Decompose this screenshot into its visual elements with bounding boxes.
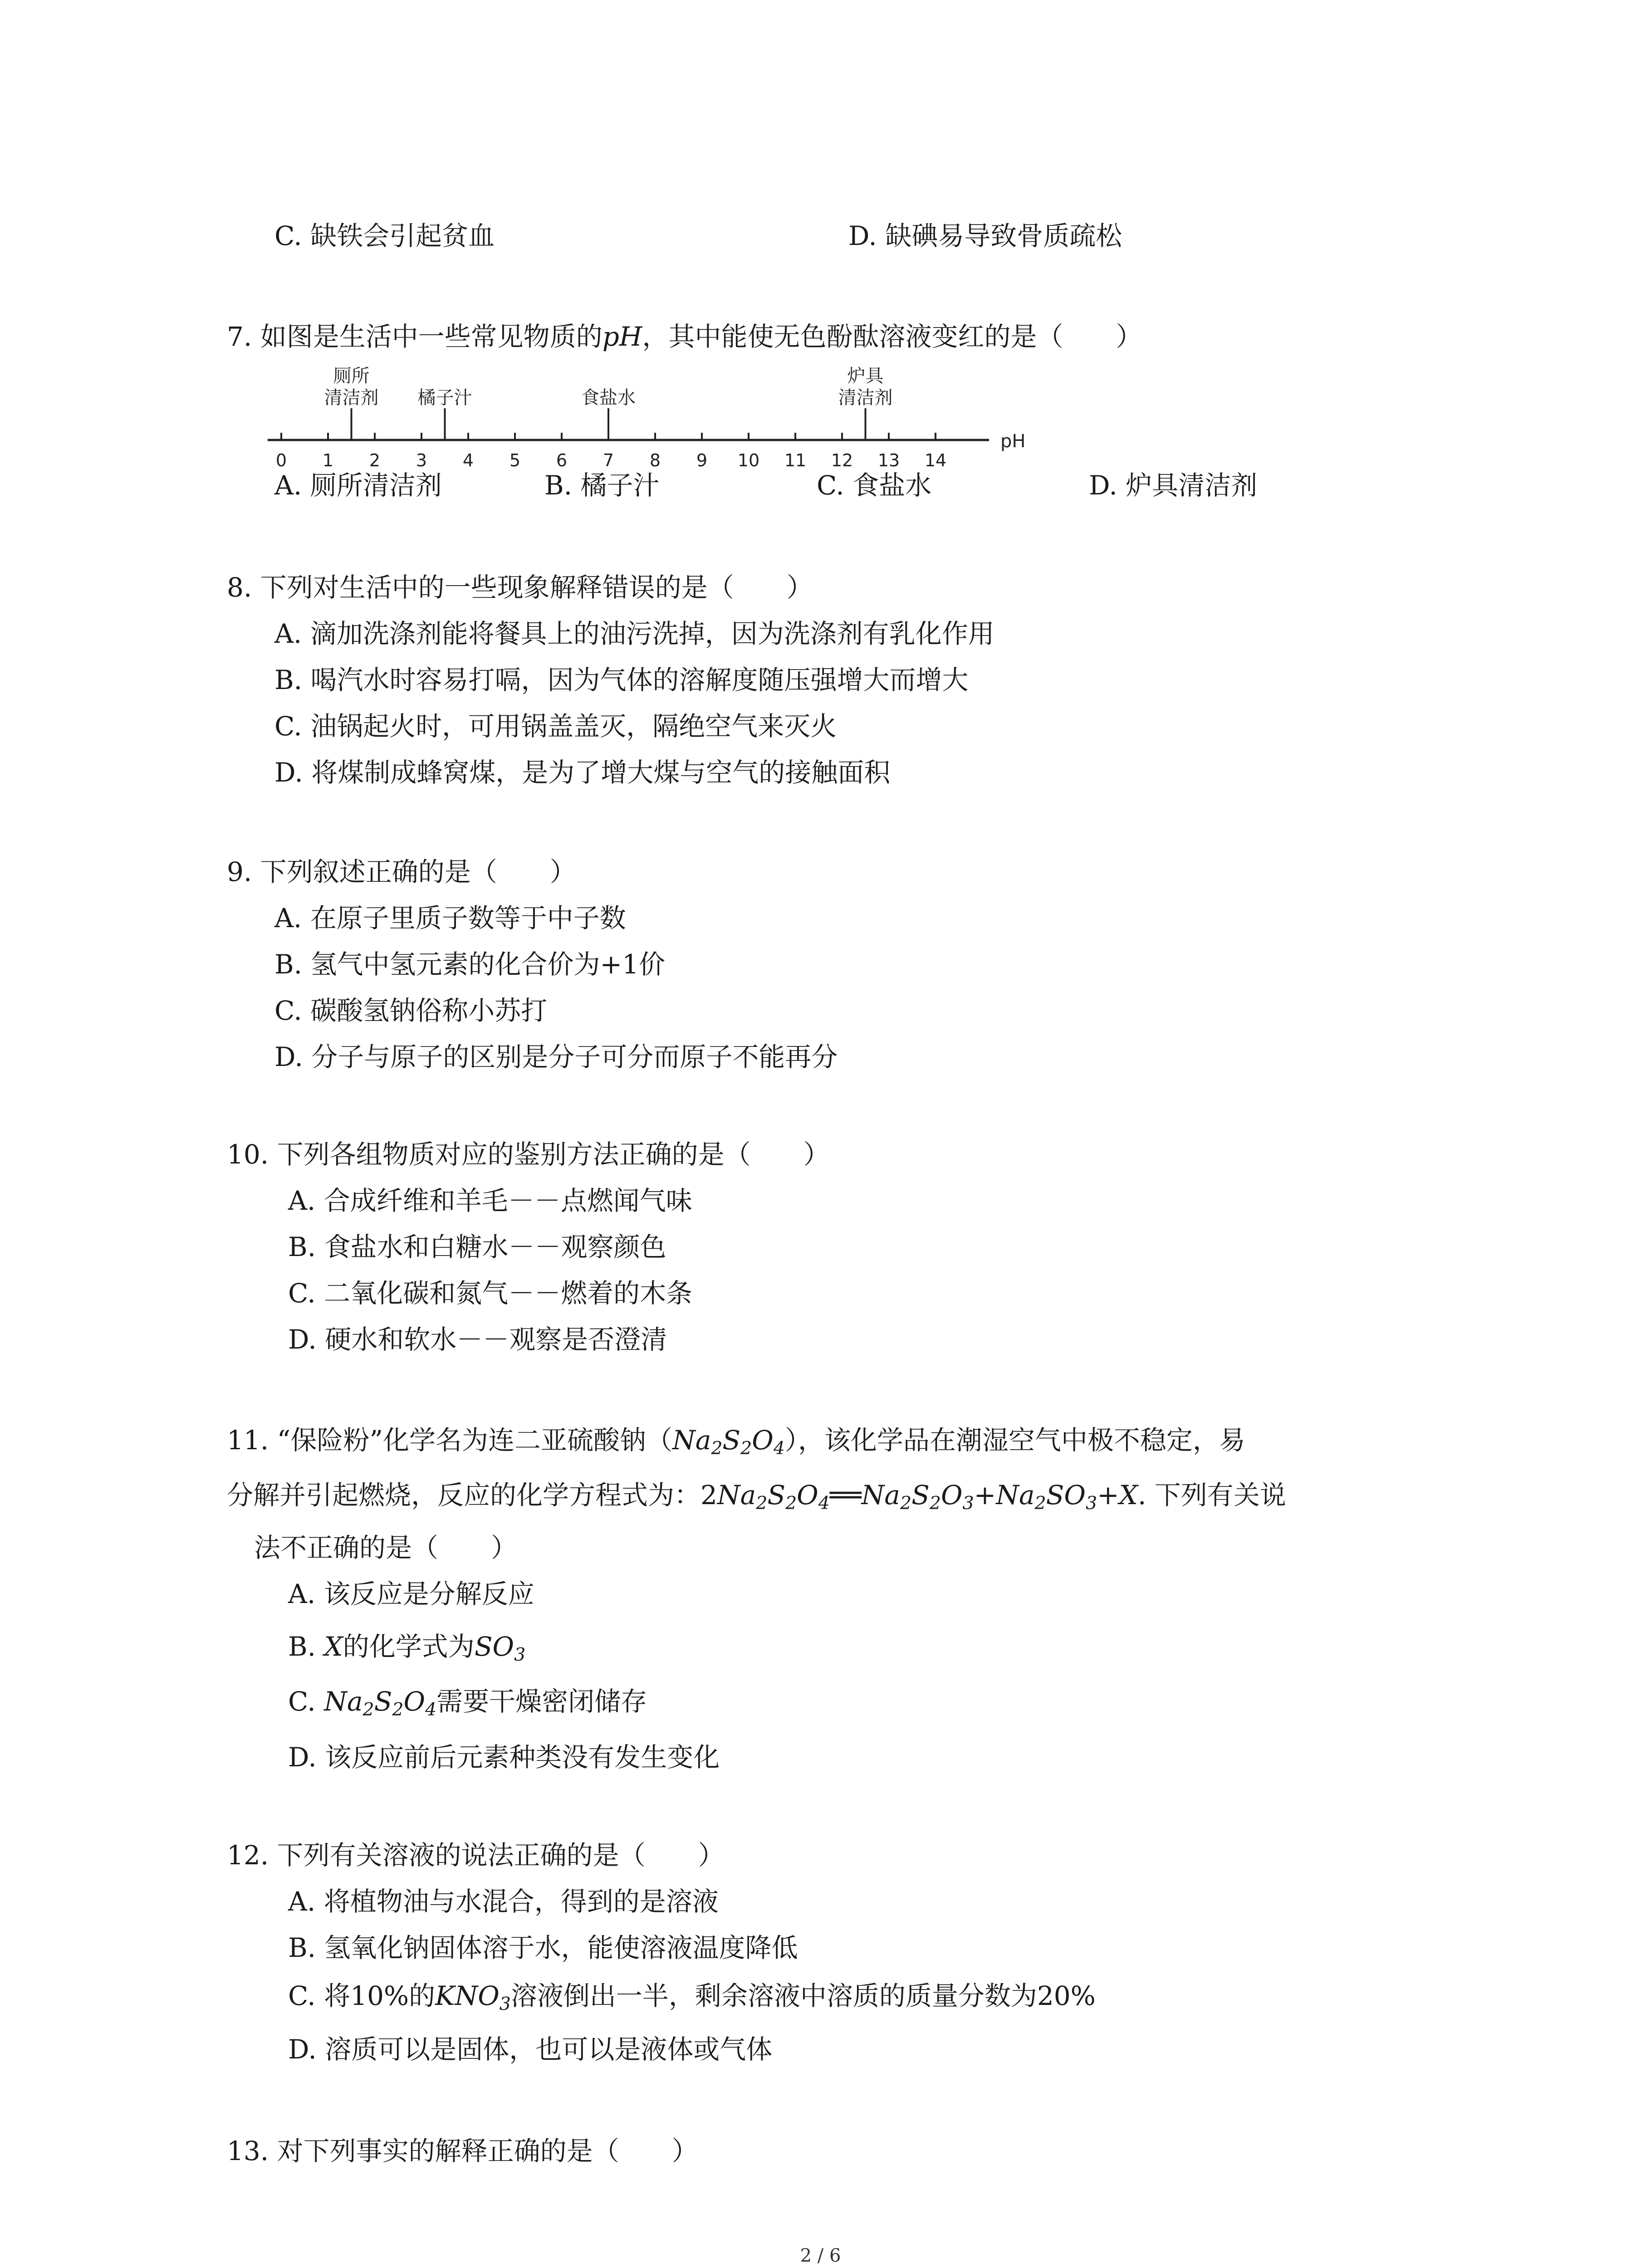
ph-marker-label-line1: 炉具 (847, 366, 884, 386)
q7-option-b: B. 橘子汁 (544, 470, 660, 501)
ph-tick-label: 9 (696, 450, 708, 470)
ph-tick-label: 12 (831, 450, 853, 470)
q12-option-a: A. 将植物油与水混合，得到的是溶液 (288, 1886, 719, 1917)
ph-axis-label: pH (1000, 431, 1026, 452)
ph-tick-label: 0 (275, 450, 287, 470)
ph-tick-label: 1 (322, 450, 334, 470)
ph-tick-label: 4 (462, 450, 474, 470)
ph-tick-label: 2 (369, 450, 381, 470)
q10-option-d: D. 硬水和软水－－观察是否澄清 (288, 1324, 667, 1355)
ph-markers (324, 366, 893, 440)
q7-stem: 7. 如图是生活中一些常见物质的pH，其中能使无色酚酞溶液变红的是（ ） (227, 321, 1142, 352)
ph-tick-label: 10 (737, 450, 760, 470)
ph-marker-label-line1: 厕所 (333, 366, 370, 386)
q9-stem: 9. 下列叙述正确的是（ ） (227, 856, 576, 887)
q11-option-c: C. $Na_2S_2O_4$需要干燥密闭储存 (288, 1686, 647, 1721)
q9-option-b: B. 氢气中氢元素的化合价为+1价 (274, 949, 665, 980)
q6-option-c: C. 缺铁会引起贫血 (274, 220, 495, 251)
q11-option-d: D. 该反应前后元素种类没有发生变化 (288, 1742, 720, 1773)
q8-option-a: A. 滴加洗涤剂能将餐具上的油污洗掉，因为洗涤剂有乳化作用 (274, 618, 994, 649)
ph-tick-label: 8 (649, 450, 661, 470)
ph-scale-figure (254, 358, 1053, 476)
q7-option-a: A. 厕所清洁剂 (274, 470, 442, 501)
ph-ticks (276, 433, 946, 470)
q11-line-3: 法不正确的是（ ） (254, 1532, 518, 1563)
ph-tick-label: 11 (784, 450, 807, 470)
ph-marker-label: 橘子汁 (417, 387, 472, 408)
ph-tick-label: 6 (556, 450, 568, 470)
q12-option-b: B. 氢氧化钠固体溶于水，能使溶液温度降低 (288, 1932, 798, 1963)
ph-tick-label: 5 (509, 450, 521, 470)
q6-option-d: D. 缺碘易导致骨质疏松 (848, 220, 1122, 251)
ph-marker-label: 食盐水 (581, 387, 636, 408)
q9-option-d: D. 分子与原子的区别是分子可分而原子不能再分 (274, 1041, 838, 1072)
q8-option-d: D. 将煤制成蜂窝煤，是为了增大煤与空气的接触面积 (274, 757, 891, 788)
q11-option-a: A. 该反应是分解反应 (288, 1579, 534, 1609)
q7-option-c: C. 食盐水 (817, 470, 932, 501)
q9-option-a: A. 在原子里质子数等于中子数 (274, 903, 626, 934)
ph-tick-label: 7 (603, 450, 614, 470)
q8-stem: 8. 下列对生活中的一些现象解释错误的是（ ） (227, 572, 813, 603)
ph-tick-label: 13 (877, 450, 900, 470)
q8-option-c: C. 油锅起火时，可用锅盖盖灭，隔绝空气来灭火 (274, 711, 837, 742)
ph-tick-label: 3 (416, 450, 427, 470)
ph-marker-label: 清洁剂 (324, 387, 379, 408)
q11-line-2: 分解并引起燃烧，反应的化学方程式为：$2Na_2S_2O_4══Na_2S_2O_3+Na_2SO_3+X$. 下列有关说 (227, 1480, 1286, 1514)
q10-option-a: A. 合成纤维和羊毛－－点燃闻气味 (288, 1185, 692, 1216)
q7-option-d: D. 炉具清洁剂 (1089, 470, 1258, 501)
q12-option-c: C. 将10%的$KNO_3$溶液倒出一半，剩余溶液中溶质的质量分数为20% (288, 1980, 1096, 2015)
q13-stem: 13. 对下列事实的解释正确的是（ ） (227, 2136, 698, 2166)
q12-option-d: D. 溶质可以是固体，也可以是液体或气体 (288, 2034, 773, 2065)
q11-line-1: 11. “保险粉”化学名为连二亚硫酸钠$(Na_2S_2O_4)$，该化学品在潮湿空气中极不稳定，易 (227, 1425, 1245, 1459)
q10-option-b: B. 食盐水和白糖水－－观察颜色 (288, 1232, 666, 1262)
q9-option-c: C. 碳酸氢钠俗称小苏打 (274, 995, 548, 1026)
q10-stem: 10. 下列各组物质对应的鉴别方法正确的是（ ） (227, 1139, 830, 1170)
q8-option-b: B. 喝汽水时容易打嗝，因为气体的溶解度随压强增大而增大 (274, 665, 969, 695)
ph-tick-label: 14 (924, 450, 947, 470)
q12-stem: 12. 下列有关溶液的说法正确的是（ ） (227, 1840, 725, 1871)
q11-option-b: B. X的化学式为$SO_3$ (288, 1631, 526, 1666)
ph-marker-label: 清洁剂 (838, 387, 893, 408)
page-number: 2 / 6 (800, 2245, 841, 2266)
q10-option-c: C. 二氧化碳和氮气－－燃着的木条 (288, 1278, 693, 1309)
